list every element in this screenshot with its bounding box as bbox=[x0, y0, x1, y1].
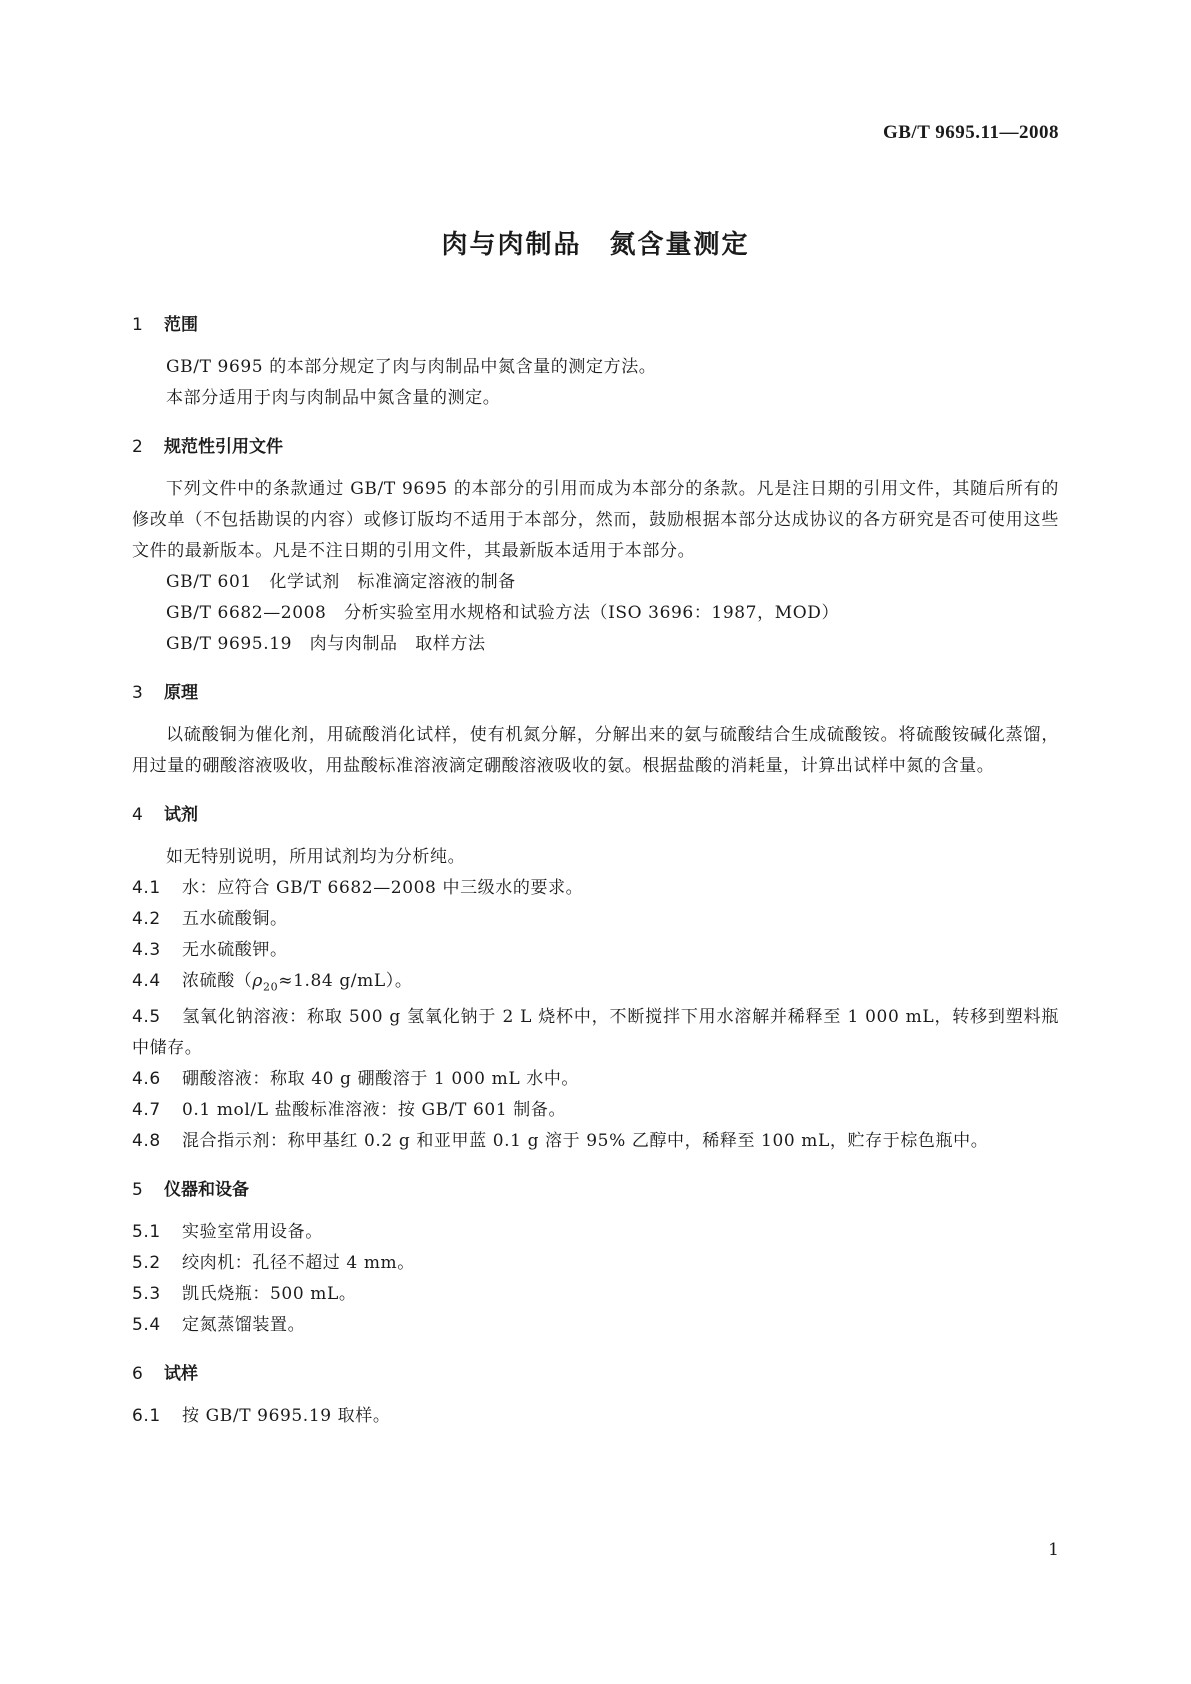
reagent-item bbox=[132, 1064, 1059, 1095]
section-5-heading bbox=[132, 1177, 1059, 1203]
reagents-intro: 如无特别说明，所用试剂均为分析纯。 bbox=[166, 847, 466, 867]
section-number: 2 bbox=[132, 437, 143, 457]
item-text: ≈1.84 g/mL）。 bbox=[278, 971, 413, 991]
density-symbol: ρ bbox=[252, 971, 264, 991]
reference-item: GB/T 9695.19 肉与肉制品 取样方法 bbox=[166, 634, 486, 654]
equipment-item bbox=[132, 1310, 1059, 1341]
item-number: 5.3 bbox=[132, 1284, 161, 1305]
reagent-item bbox=[132, 873, 1059, 904]
reagent-item bbox=[132, 904, 1059, 935]
item-text: 按 GB/T 9695.19 取样。 bbox=[182, 1406, 391, 1427]
section-1-heading bbox=[132, 312, 1059, 338]
section-title: 规范性引用文件 bbox=[164, 437, 283, 457]
section-title: 仪器和设备 bbox=[164, 1180, 249, 1201]
item-text: 定氮蒸馏装置。 bbox=[182, 1315, 306, 1336]
standard-code: GB/T 9695.11—2008 bbox=[882, 122, 1059, 143]
section-3-heading bbox=[132, 680, 1059, 706]
principle-paragraph: 以硫酸铜为催化剂，用硫酸消化试样，使有机氮分解，分解出来的氨与硫酸结合生成硫酸铵。将硫酸铵碱化蒸馏，用过量的硼酸溶液吸收，用盐酸标准溶液滴定硼酸溶液吸收的氨。根据盐酸的消耗量，计算出试样中氮的含量。 bbox=[132, 725, 1059, 776]
section-number: 3 bbox=[132, 683, 143, 703]
item-text: 氢氧化钠溶液：称取 500 g 氢氧化钠于 2 L 烧杯中，不断搅拌下用水溶解并稀释至 1 000 mL，转移到塑料瓶中储存。 bbox=[132, 1007, 1059, 1059]
reagent-item bbox=[132, 1095, 1059, 1126]
section-number: 5 bbox=[132, 1180, 143, 1201]
item-number: 6.1 bbox=[132, 1406, 161, 1427]
item-text: 硼酸溶液：称取 40 g 硼酸溶于 1 000 mL 水中。 bbox=[182, 1069, 580, 1090]
item-number: 4.7 bbox=[132, 1100, 161, 1121]
item-text: 实验室常用设备。 bbox=[182, 1222, 323, 1243]
item-number: 5.4 bbox=[132, 1315, 161, 1336]
reference-item: GB/T 601 化学试剂 标准滴定溶液的制备 bbox=[166, 572, 516, 592]
item-number: 4.1 bbox=[132, 878, 161, 898]
scope-paragraph-1: GB/T 9695 的本部分规定了肉与肉制品中氮含量的测定方法。 bbox=[166, 357, 657, 377]
item-number: 4.8 bbox=[132, 1131, 161, 1152]
item-number: 5.1 bbox=[132, 1222, 161, 1243]
item-text: 浓硫酸（ bbox=[182, 971, 253, 991]
normative-references-paragraph: 下列文件中的条款通过 GB/T 9695 的本部分的引用而成为本部分的条款。凡是注日期的引用文件，其随后所有的修改单（不包括勘误的内容）或修订版均不适用于本部分，然而，鼓励根据本部分达成协议的各方研究是否可使用这些文件的最新版本。凡是不注日期的引用文件，其最新版本适用于本部分。 bbox=[132, 479, 1059, 561]
reagent-item bbox=[132, 1002, 1059, 1064]
item-text: 凯氏烧瓶：500 mL。 bbox=[182, 1284, 357, 1305]
section-2-heading bbox=[132, 434, 1059, 460]
item-text: 0.1 mol/L 盐酸标准溶液：按 GB/T 601 制备。 bbox=[182, 1100, 567, 1121]
section-number: 1 bbox=[132, 315, 143, 335]
section-number: 4 bbox=[132, 805, 143, 825]
item-number: 4.3 bbox=[132, 940, 161, 960]
equipment-item bbox=[132, 1279, 1059, 1310]
section-number: 6 bbox=[132, 1364, 143, 1385]
item-text: 混合指示剂：称甲基红 0.2 g 和亚甲蓝 0.1 g 溶于 95% 乙醇中，稀释至 100 mL，贮存于棕色瓶中。 bbox=[182, 1131, 989, 1152]
equipment-item bbox=[132, 1248, 1059, 1279]
document-body bbox=[132, 312, 1059, 1432]
item-text: 五水硫酸铜。 bbox=[182, 909, 288, 929]
equipment-item bbox=[132, 1217, 1059, 1248]
section-title: 试剂 bbox=[164, 805, 198, 825]
document-title: 肉与肉制品 氮含量测定 bbox=[441, 230, 750, 260]
item-number: 4.2 bbox=[132, 909, 161, 929]
item-text: 水：应符合 GB/T 6682—2008 中三级水的要求。 bbox=[182, 878, 584, 898]
reagent-item bbox=[132, 1126, 1059, 1157]
scope-paragraph-2: 本部分适用于肉与肉制品中氮含量的测定。 bbox=[166, 388, 501, 408]
item-number: 5.2 bbox=[132, 1253, 161, 1274]
item-number: 4.6 bbox=[132, 1069, 161, 1090]
section-4-heading bbox=[132, 802, 1059, 828]
reagent-item bbox=[132, 935, 1059, 966]
item-number: 4.4 bbox=[132, 971, 161, 991]
section-title: 试样 bbox=[164, 1364, 198, 1385]
section-title: 原理 bbox=[164, 683, 198, 703]
reagent-item bbox=[132, 966, 1059, 1002]
page-number: 1 bbox=[1048, 1540, 1059, 1560]
item-text: 无水硫酸钾。 bbox=[182, 940, 288, 960]
sample-item bbox=[132, 1401, 1059, 1432]
reference-item: GB/T 6682—2008 分析实验室用水规格和试验方法（ISO 3696：1987，MOD） bbox=[166, 603, 840, 623]
density-subscript: 20 bbox=[263, 980, 279, 994]
section-6-heading bbox=[132, 1361, 1059, 1387]
item-number: 4.5 bbox=[132, 1007, 161, 1028]
item-text: 绞肉机：孔径不超过 4 mm。 bbox=[182, 1253, 415, 1274]
section-title: 范围 bbox=[164, 315, 198, 335]
